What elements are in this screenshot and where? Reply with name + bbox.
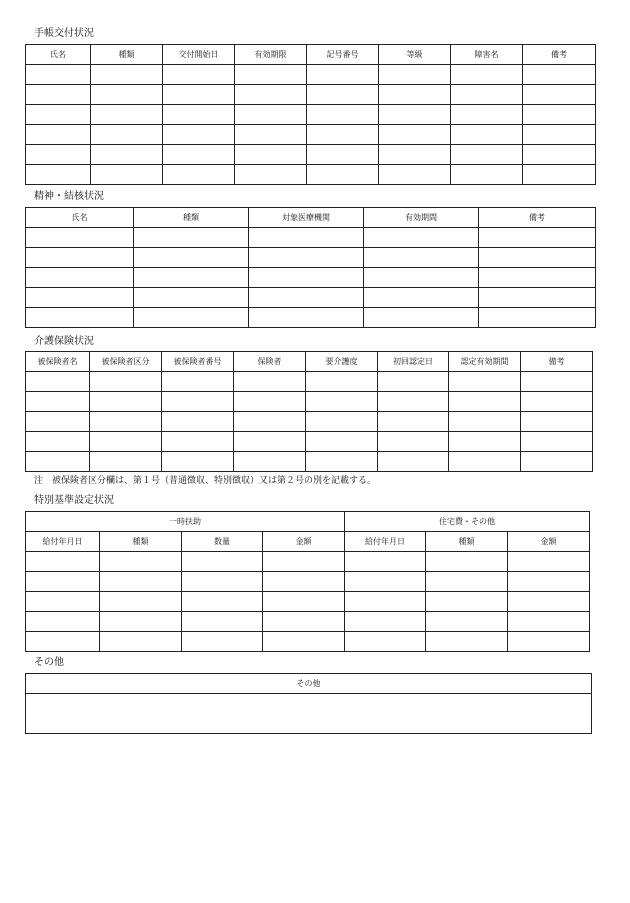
seishin-table: [25, 207, 596, 328]
techo-table-cell[interactable]: [235, 85, 307, 105]
tokubetsu-table-row: [26, 552, 590, 572]
seishin-header-institution: 対象医療機関: [249, 208, 364, 228]
techo-table-cell[interactable]: [307, 105, 379, 125]
techo-table-cell[interactable]: [523, 145, 596, 165]
kaigo-table-cell[interactable]: [306, 412, 378, 432]
tokubetsu-table-cell[interactable]: [263, 592, 345, 612]
techo-header-code-number: 記号番号: [307, 45, 379, 65]
tokubetsu-header-quantity: 数量: [182, 532, 263, 552]
techo-table-cell[interactable]: [451, 105, 523, 125]
kaigo-table-cell[interactable]: [26, 432, 90, 452]
kaigo-section-title: 介護保険状況: [34, 336, 94, 347]
tokubetsu-table-cell[interactable]: [26, 632, 100, 652]
sonota-header-row: [26, 674, 592, 694]
tokubetsu-table-cell[interactable]: [26, 572, 100, 592]
techo-table-cell[interactable]: [523, 165, 596, 185]
kaigo-table-cell[interactable]: [521, 452, 593, 472]
tokubetsu-table-cell[interactable]: [100, 632, 182, 652]
techo-header-name: 氏名: [26, 45, 91, 65]
seishin-table-cell[interactable]: [249, 308, 364, 328]
sonota-header: その他: [26, 674, 592, 694]
kaigo-table-cell[interactable]: [306, 372, 378, 392]
tokubetsu-table-cell[interactable]: [426, 612, 508, 632]
techo-table-cell[interactable]: [91, 65, 163, 85]
techo-table-cell[interactable]: [379, 145, 451, 165]
seishin-table-cell[interactable]: [249, 248, 364, 268]
kaigo-header-insured-category: 被保険者区分: [90, 352, 162, 372]
kaigo-table-cell[interactable]: [162, 432, 234, 452]
kaigo-table-cell[interactable]: [306, 432, 378, 452]
tokubetsu-table-cell[interactable]: [100, 612, 182, 632]
techo-table-cell[interactable]: [523, 105, 596, 125]
tokubetsu-table-row: [26, 612, 590, 632]
tokubetsu-table-cell[interactable]: [182, 572, 263, 592]
kaigo-table-row: [26, 412, 593, 432]
tokubetsu-table-cell[interactable]: [26, 552, 100, 572]
kaigo-header-insured-number: 被保険者番号: [162, 352, 234, 372]
techo-table-cell[interactable]: [26, 125, 91, 145]
techo-table-cell[interactable]: [235, 145, 307, 165]
seishin-table-cell[interactable]: [479, 288, 596, 308]
kaigo-table-cell[interactable]: [234, 372, 306, 392]
tokubetsu-table-row: [26, 572, 590, 592]
kaigo-table-cell[interactable]: [449, 452, 521, 472]
seishin-table-cell[interactable]: [134, 228, 249, 248]
techo-table-cell[interactable]: [91, 165, 163, 185]
tokubetsu-table-cell[interactable]: [182, 552, 263, 572]
techo-table-cell[interactable]: [379, 165, 451, 185]
seishin-table-cell[interactable]: [134, 268, 249, 288]
kaigo-header-row: [26, 352, 593, 372]
tokubetsu-section-title: 特別基準設定状況: [34, 495, 114, 506]
techo-table-cell[interactable]: [26, 145, 91, 165]
seishin-table-cell[interactable]: [249, 228, 364, 248]
techo-table-cell[interactable]: [307, 65, 379, 85]
techo-table-row: [26, 105, 596, 125]
tokubetsu-header-type: 種類: [100, 532, 182, 552]
kaigo-table-cell[interactable]: [521, 432, 593, 452]
tokubetsu-table-cell[interactable]: [508, 632, 590, 652]
tokubetsu-table-row: [26, 592, 590, 612]
kaigo-table-cell[interactable]: [449, 432, 521, 452]
seishin-table-cell[interactable]: [26, 228, 134, 248]
techo-table-cell[interactable]: [26, 165, 91, 185]
tokubetsu-table-cell[interactable]: [345, 632, 426, 652]
seishin-table-cell[interactable]: [479, 228, 596, 248]
techo-table-cell[interactable]: [26, 65, 91, 85]
seishin-section-title: 精神・結核状況: [34, 191, 104, 202]
seishin-table-cell[interactable]: [479, 308, 596, 328]
techo-table-cell[interactable]: [91, 85, 163, 105]
kaigo-table-cell[interactable]: [26, 412, 90, 432]
techo-table-cell[interactable]: [379, 105, 451, 125]
kaigo-table-cell[interactable]: [234, 392, 306, 412]
kaigo-table-cell[interactable]: [449, 392, 521, 412]
tokubetsu-header-housing-type: 種類: [426, 532, 508, 552]
techo-table-cell[interactable]: [91, 145, 163, 165]
kaigo-table-row: [26, 452, 593, 472]
tokubetsu-table-cell[interactable]: [263, 572, 345, 592]
techo-table-cell[interactable]: [307, 145, 379, 165]
tokubetsu-table-cell[interactable]: [426, 572, 508, 592]
tokubetsu-table-cell[interactable]: [263, 552, 345, 572]
kaigo-table-cell[interactable]: [378, 432, 449, 452]
tokubetsu-table-cell[interactable]: [345, 612, 426, 632]
techo-table: [25, 44, 596, 185]
seishin-table-cell[interactable]: [364, 248, 479, 268]
kaigo-table-cell[interactable]: [162, 452, 234, 472]
tokubetsu-table-cell[interactable]: [182, 632, 263, 652]
kaigo-table-cell[interactable]: [90, 412, 162, 432]
tokubetsu-group-header-row: [26, 512, 590, 532]
techo-section-title: 手帳交付状況: [34, 28, 94, 39]
tokubetsu-table: [25, 511, 590, 652]
techo-table-cell[interactable]: [379, 85, 451, 105]
techo-table-cell[interactable]: [163, 145, 235, 165]
seishin-table-row: [26, 228, 596, 248]
kaigo-note: 注 被保険者区分欄は、第１号（普通徴収、特別徴収）又は第２号の別を記載する。: [34, 476, 377, 486]
seishin-header-name: 氏名: [26, 208, 134, 228]
techo-table-cell[interactable]: [26, 85, 91, 105]
techo-table-cell[interactable]: [307, 85, 379, 105]
tokubetsu-table-body: [26, 552, 590, 652]
kaigo-table-cell[interactable]: [90, 372, 162, 392]
techo-table-body: [26, 65, 596, 185]
kaigo-table-cell[interactable]: [90, 452, 162, 472]
tokubetsu-table-cell[interactable]: [508, 592, 590, 612]
tokubetsu-table-cell[interactable]: [182, 592, 263, 612]
techo-table-cell[interactable]: [26, 105, 91, 125]
techo-header-remarks: 備考: [523, 45, 596, 65]
techo-table-row: [26, 65, 596, 85]
kaigo-table-body: [26, 372, 593, 472]
seishin-header-type: 種類: [134, 208, 249, 228]
techo-table-cell[interactable]: [451, 65, 523, 85]
techo-table-cell[interactable]: [235, 165, 307, 185]
techo-table-cell[interactable]: [307, 165, 379, 185]
tokubetsu-header-housing-pay-date: 給付年月日: [345, 532, 426, 552]
tokubetsu-table-cell[interactable]: [508, 552, 590, 572]
kaigo-table-cell[interactable]: [234, 412, 306, 432]
kaigo-table-cell[interactable]: [162, 392, 234, 412]
techo-table-cell[interactable]: [307, 125, 379, 145]
tokubetsu-table-cell[interactable]: [100, 592, 182, 612]
tokubetsu-table-cell[interactable]: [100, 552, 182, 572]
tokubetsu-table-cell[interactable]: [426, 632, 508, 652]
tokubetsu-table-cell[interactable]: [263, 632, 345, 652]
kaigo-header-insured-name: 被保険者名: [26, 352, 90, 372]
techo-table-row: [26, 165, 596, 185]
seishin-header-row: [26, 208, 596, 228]
techo-table-row: [26, 125, 596, 145]
techo-table-cell[interactable]: [235, 65, 307, 85]
seishin-table-cell[interactable]: [364, 308, 479, 328]
techo-table-cell[interactable]: [163, 125, 235, 145]
tokubetsu-table-cell[interactable]: [345, 572, 426, 592]
techo-header-issue-date: 交付開始日: [163, 45, 235, 65]
tokubetsu-header-amount: 金額: [263, 532, 345, 552]
tokubetsu-table-row: [26, 632, 590, 652]
seishin-table-cell[interactable]: [364, 228, 479, 248]
kaigo-table-cell[interactable]: [378, 412, 449, 432]
techo-table-cell[interactable]: [379, 125, 451, 145]
techo-table-cell[interactable]: [451, 165, 523, 185]
kaigo-table-cell[interactable]: [378, 452, 449, 472]
seishin-table-row: [26, 288, 596, 308]
tokubetsu-table-cell[interactable]: [182, 612, 263, 632]
seishin-header-remarks: 備考: [479, 208, 596, 228]
techo-table-cell[interactable]: [451, 125, 523, 145]
kaigo-table-cell[interactable]: [521, 372, 593, 392]
kaigo-table-cell[interactable]: [26, 452, 90, 472]
tokubetsu-group-temporary-aid: 一時扶助: [26, 512, 345, 532]
techo-header-expiry: 有効期限: [235, 45, 307, 65]
seishin-table-cell[interactable]: [26, 248, 134, 268]
kaigo-table-cell[interactable]: [26, 392, 90, 412]
techo-header-type: 種類: [91, 45, 163, 65]
techo-table-cell[interactable]: [91, 125, 163, 145]
kaigo-table-cell[interactable]: [449, 372, 521, 392]
sonota-body-row: [26, 694, 592, 734]
tokubetsu-table-cell[interactable]: [26, 612, 100, 632]
techo-table-cell[interactable]: [91, 105, 163, 125]
tokubetsu-table-cell[interactable]: [345, 552, 426, 572]
kaigo-table-cell[interactable]: [162, 372, 234, 392]
techo-table-cell[interactable]: [523, 85, 596, 105]
kaigo-table-cell[interactable]: [162, 412, 234, 432]
kaigo-header-first-cert-date: 初回認定日: [378, 352, 449, 372]
sonota-table: [25, 673, 592, 734]
kaigo-table-cell[interactable]: [234, 432, 306, 452]
seishin-table-body: [26, 228, 596, 328]
kaigo-table-cell[interactable]: [234, 452, 306, 472]
kaigo-table-row: [26, 372, 593, 392]
sonota-body-cell[interactable]: [26, 694, 592, 734]
tokubetsu-table-cell[interactable]: [263, 612, 345, 632]
techo-table-cell[interactable]: [163, 85, 235, 105]
kaigo-table-cell[interactable]: [26, 372, 90, 392]
seishin-table-cell[interactable]: [479, 268, 596, 288]
tokubetsu-table-cell[interactable]: [508, 572, 590, 592]
seishin-table-row: [26, 248, 596, 268]
techo-header-disability: 障害名: [451, 45, 523, 65]
tokubetsu-header-pay-date: 給付年月日: [26, 532, 100, 552]
techo-table-row: [26, 85, 596, 105]
seishin-table-cell[interactable]: [26, 308, 134, 328]
kaigo-table-cell[interactable]: [378, 372, 449, 392]
seishin-table-cell[interactable]: [479, 248, 596, 268]
kaigo-header-insurer: 保険者: [234, 352, 306, 372]
tokubetsu-table-cell[interactable]: [426, 552, 508, 572]
seishin-table-cell[interactable]: [364, 288, 479, 308]
techo-header-row: [26, 45, 596, 65]
techo-table-cell[interactable]: [523, 65, 596, 85]
techo-table-cell[interactable]: [235, 125, 307, 145]
kaigo-table-cell[interactable]: [90, 432, 162, 452]
seishin-table-cell[interactable]: [249, 288, 364, 308]
kaigo-table-row: [26, 432, 593, 452]
techo-table-cell[interactable]: [235, 105, 307, 125]
seishin-table-cell[interactable]: [134, 248, 249, 268]
seishin-table-cell[interactable]: [249, 268, 364, 288]
techo-table-cell[interactable]: [163, 65, 235, 85]
kaigo-table-cell[interactable]: [521, 412, 593, 432]
techo-table-cell[interactable]: [451, 145, 523, 165]
techo-table-cell[interactable]: [523, 125, 596, 145]
kaigo-table-cell[interactable]: [521, 392, 593, 412]
tokubetsu-table-cell[interactable]: [508, 612, 590, 632]
seishin-table-cell[interactable]: [26, 268, 134, 288]
techo-table-cell[interactable]: [163, 165, 235, 185]
kaigo-header-cert-period: 認定有効期間: [449, 352, 521, 372]
techo-header-grade: 等級: [379, 45, 451, 65]
kaigo-header-care-level: 要介護度: [306, 352, 378, 372]
kaigo-table-cell[interactable]: [306, 392, 378, 412]
kaigo-table-cell[interactable]: [449, 412, 521, 432]
kaigo-table-row: [26, 392, 593, 412]
techo-table-cell[interactable]: [451, 85, 523, 105]
tokubetsu-header-row: [26, 532, 590, 552]
techo-table-row: [26, 145, 596, 165]
kaigo-table-cell[interactable]: [90, 392, 162, 412]
tokubetsu-table-cell[interactable]: [26, 592, 100, 612]
seishin-table-row: [26, 268, 596, 288]
kaigo-table-cell[interactable]: [378, 392, 449, 412]
seishin-table-cell[interactable]: [364, 268, 479, 288]
kaigo-table: [25, 351, 593, 472]
seishin-table-cell[interactable]: [134, 288, 249, 308]
kaigo-header-remarks: 備考: [521, 352, 593, 372]
seishin-table-row: [26, 308, 596, 328]
techo-table-cell[interactable]: [379, 65, 451, 85]
techo-table-cell[interactable]: [163, 105, 235, 125]
seishin-table-cell[interactable]: [26, 288, 134, 308]
sonota-section-title: その他: [34, 657, 64, 668]
tokubetsu-header-housing-amount: 金額: [508, 532, 590, 552]
seishin-header-valid-period: 有効期間: [364, 208, 479, 228]
tokubetsu-table-cell[interactable]: [345, 592, 426, 612]
seishin-table-cell[interactable]: [134, 308, 249, 328]
tokubetsu-table-cell[interactable]: [426, 592, 508, 612]
tokubetsu-table-cell[interactable]: [100, 572, 182, 592]
tokubetsu-group-housing-other: 住宅費・その他: [345, 512, 590, 532]
kaigo-table-cell[interactable]: [306, 452, 378, 472]
